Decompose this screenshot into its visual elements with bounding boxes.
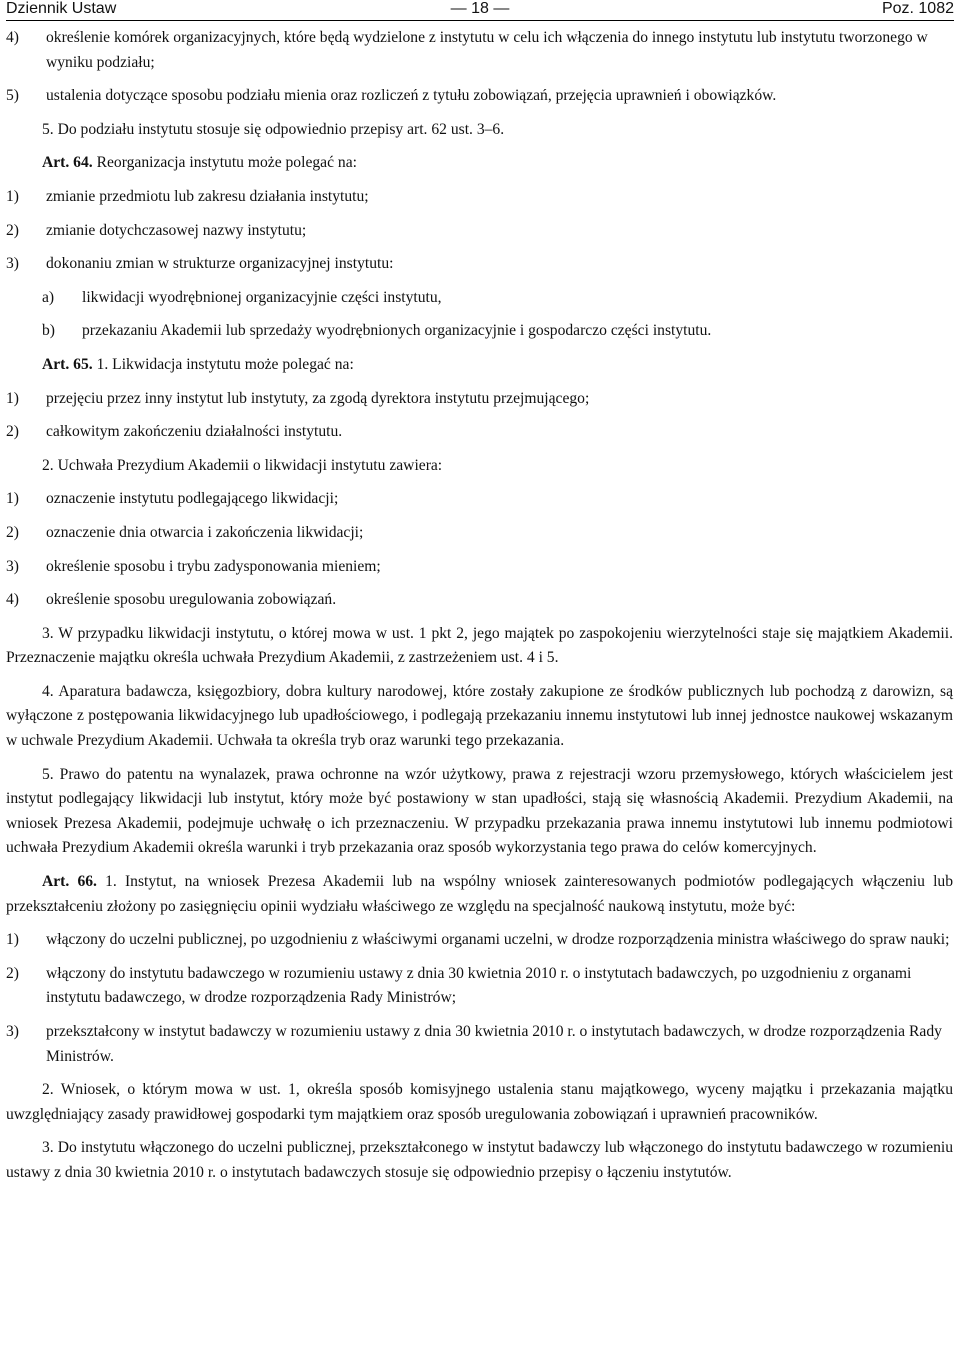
article-64: Art. 64. Reorganizacja instytutu może polegać na: xyxy=(42,154,357,172)
sub-item: a) likwidacji wyodrębnionej organizacyjnie części instytutu, xyxy=(42,288,442,306)
article-heading: Art. 64. xyxy=(42,154,93,172)
article-heading: Art. 66. xyxy=(42,873,97,891)
paragraph: 3. Do instytutu włączonego do uczelni publicznej, przekształconego w instytut badawczy lub włączonego do instytutu badawczego w rozumieniu ustawy z dnia 30 kwietnia 2010 r. o instytutach badawczych stosuje się odpowiednio przepisy o łączeniu instytutów. xyxy=(6,1139,953,1181)
article-66: Art. 66. 1. Instytut, na wniosek Prezesa Akademii lub na wspólny wniosek zainteresowanych podmiotów podlegających włączeniu lub przekształceniu złożony po zasięgnięciu opinii wydziału właściwego ze względu na specjalność naukową instytutu, może być: xyxy=(6,873,953,915)
paragraph: 2. Wniosek, o którym mowa w ust. 1, określa sposób komisyjnego ustalenia stanu majątkowego, wyceny majątku i przekazania majątku uwzględniający zasady prawidłowej gospodarki tym majątkiem oraz sposób uregulowania zobowiązań i uprawnień pracowników. xyxy=(6,1081,953,1123)
list-item: 4) określenie sposobu uregulowania zobowiązań. xyxy=(6,591,337,609)
sub-item: b) przekazaniu Akademii lub sprzedaży wyodrębnionych organizacyjnie i gospodarczo części instytutu. xyxy=(42,322,712,340)
list-item: 3) dokonaniu zmian w strukturze organizacyjnej instytutu: xyxy=(6,255,394,273)
item-text: ustalenia dotyczące sposobu podziału mienia oraz rozliczeń z tytułu zobowiązań, przejęcia uprawnień i obowiązków. xyxy=(46,87,777,105)
article-65: Art. 65. 1. Likwidacja instytutu może polegać na: xyxy=(42,355,354,373)
page-number: — 18 — xyxy=(450,0,510,17)
paragraph: 5. Prawo do patentu na wynalazek, prawa ochronne na wzór użytkowy, prawa z rejestracji wzoru przemysłowego, których właścicielem jest instytut podlegający likwidacji lub instytut, który może być postawiony w stan upadłości, stają się własnością Akademii. Prezydium Akademii, na wniosek Prezesa Akademii, podejmuje uchwałę o ich przeznaczeniu. W przypadku przekazania prawa innemu instytutowi lub innemu podmiotowi uchwała Prezydium Akademii określa warunki i tryb przekazania oraz sposób wykorzystania tego prawa do celów komercyjnych. xyxy=(6,765,953,857)
position-number: Poz. 1082 xyxy=(881,0,954,17)
item-text: określenie komórek organizacyjnych, które będą wydzielone z instytutu w celu ich włączenia do innego instytutu lub instytutu tworzonego w wyniku podziału; xyxy=(46,29,928,71)
list-item: 4) określenie komórek organizacyjnych, które będą wydzielone z instytutu w celu ich włączenia do innego instytutu lub instytutu tworzonego w wyniku podziału; xyxy=(6,29,928,71)
list-item: 1) oznaczenie instytutu podlegającego likwidacji; xyxy=(6,490,339,508)
article-heading: Art. 65. xyxy=(42,355,93,373)
journal-title: Dziennik Ustaw xyxy=(6,0,117,17)
page-header xyxy=(6,0,954,21)
paragraph: 2. Uchwała Prezydium Akademii o likwidacji instytutu zawiera: xyxy=(42,456,443,474)
list-item: 5) ustalenia dotyczące sposobu podziału mienia oraz rozliczeń z tytułu zobowiązań, przejęcia uprawnień i obowiązków. xyxy=(6,87,777,105)
document-body xyxy=(6,20,953,1186)
list-item: 1) włączony do uczelni publicznej, po uzgodnieniu z właściwymi organami uczelni, w drodze rozporządzenia ministra właściwego do spraw nauki; xyxy=(6,931,950,949)
list-item: 2) włączony do instytutu badawczego w rozumieniu ustawy z dnia 30 kwietnia 2010 r. o instytutach badawczych, po uzgodnieniu z organami instytutu badawczego, w drodze rozporządzenia Rady Ministrów; xyxy=(6,964,912,1007)
list-item: 2) całkowitym zakończeniu działalności instytutu. xyxy=(6,423,343,441)
paragraph: 4. Aparatura badawcza, księgozbiory, dobra kultury narodowej, które zostały zakupione ze środków publicznych lub pochodzą z darowizn, są wyłączone z postępowania likwidacyjnego lub upadłościowego, i podlegają przekazaniu innemu instytutowi lub innej jednostce naukowej wskazanym w uchwale Prezydium Akademii. Uchwała ta określa tryb oraz warunki tego przekazania. xyxy=(6,682,953,750)
list-item: 2) zmianie dotychczasowej nazwy instytutu; xyxy=(6,221,307,239)
list-item: 1) zmianie przedmiotu lub zakresu działania instytutu; xyxy=(6,187,369,205)
list-item: 3) przekształcony w instytut badawczy w rozumieniu ustawy z dnia 30 kwietnia 2010 r. o instytutach badawczych, w drodze rozporządzenia Rady Ministrów. xyxy=(6,1023,942,1065)
paragraph: 5. Do podziału instytutu stosuje się odpowiednio przepisy art. 62 ust. 3–6. xyxy=(42,120,505,138)
list-item: 2) oznaczenie dnia otwarcia i zakończenia likwidacji; xyxy=(6,523,364,541)
list-item: 3) określenie sposobu i trybu zadysponowania mieniem; xyxy=(6,557,381,575)
list-item: 1) przejęciu przez inny instytut lub instytuty, za zgodą dyrektora instytutu przejmującego; xyxy=(6,389,590,407)
paragraph: 3. W przypadku likwidacji instytutu, o której mowa w ust. 1 pkt 2, jego majątek po zaspokojeniu wierzytelności staje się majątkiem Akademii. Przeznaczenie majątku określa uchwała Prezydium Akademii, z zastrzeżeniem ust. 4 i 5. xyxy=(6,624,953,667)
